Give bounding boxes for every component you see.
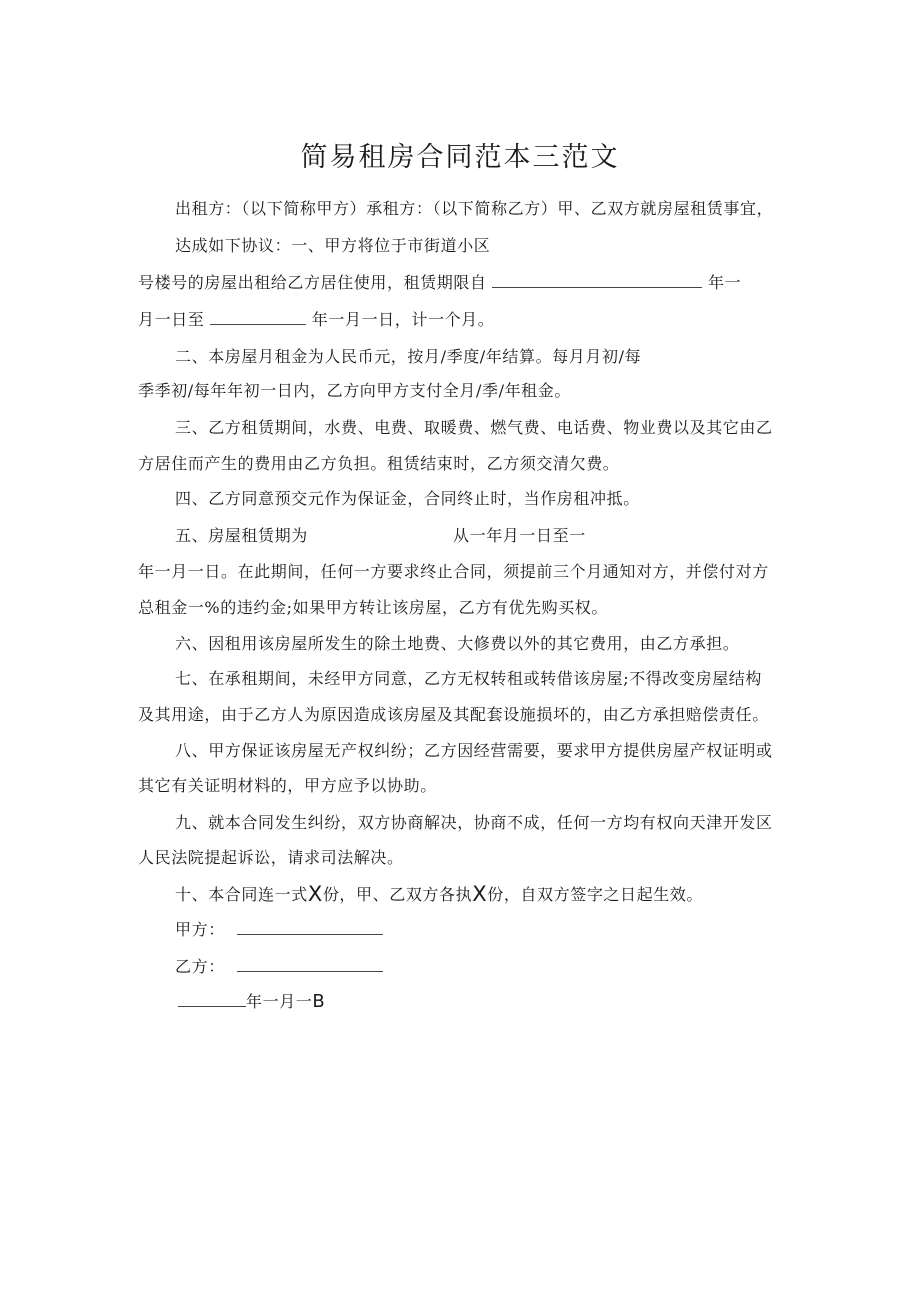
clause-7-line-1: 七、在承租期间，未经甲方同意，乙方无权转租或转借该房屋;不得改变房屋结构	[175, 669, 762, 688]
clause-10-text-c: 份，自双方签字之日起生效。	[487, 885, 704, 904]
lease-start-blank	[492, 271, 702, 288]
clause-1-text-d: 年一月一日，计一个月。	[311, 310, 495, 329]
clause-1-line-1	[138, 271, 741, 295]
clause-1-text-c: 月一日至	[138, 310, 205, 329]
signing-date-end: B	[312, 991, 326, 1012]
clause-1-text-b: 年一	[707, 273, 742, 292]
clause-10-text-a: 十、本合同连一式	[175, 885, 308, 904]
clause-8-line-2: 其它有关证明材料的，甲方应予以协助。	[138, 776, 437, 795]
clause-10-text-b: 份，甲、乙双方各执	[322, 885, 473, 904]
clause-9-line-2: 人民法院提起诉讼，请求司法解决。	[138, 848, 404, 867]
signing-date-line	[178, 990, 325, 1014]
clause-1-text-a: 号楼号的房屋出租给乙方居住使用，租赁期限自	[138, 273, 487, 292]
clause-10-line	[175, 882, 703, 907]
signing-year-blank	[178, 990, 246, 1007]
clause-2-line-2: 季季初/每年年初一日内，乙方向甲方支付全月/季/年租金。	[138, 381, 571, 400]
clause-intro-line-2: 达成如下协议：一、甲方将位于市街道小区	[175, 236, 491, 255]
clause-5-line-1b: 从一年月一日至一	[453, 526, 586, 545]
clause-5-line-2: 年一月一日。在此期间，任何一方要求终止合同，须提前三个月通知对方，并偿付对方	[138, 562, 769, 581]
copies-each-mark: X	[472, 882, 488, 906]
clause-8-line-1: 八、甲方保证该房屋无产权纠纷；乙方因经营需要，要求甲方提供房屋产权证明或	[175, 741, 773, 760]
clause-2-line-1: 二、本房屋月租金为人民币元，按月/季度/年结算。每月月初/每	[175, 347, 642, 366]
party-a-signature-blank	[237, 918, 383, 935]
clause-9-line-1: 九、就本合同发生纠纷，双方协商解决，协商不成，任何一方均有权向天津开发区	[175, 813, 773, 832]
document-title: 简易租房合同范本三范文	[300, 142, 620, 173]
party-b-signature-line	[175, 955, 383, 979]
party-a-label: 甲方：	[175, 920, 225, 939]
clause-5-line-3: 总租金一%的违约金;如果甲方转让该房屋，乙方有优先购买权。	[138, 598, 608, 617]
clause-intro-line-1: 出租方：（以下简称甲方）承租方：（以下简称乙方）甲、乙双方就房屋租赁事宜，	[175, 199, 774, 218]
party-a-signature-line	[175, 918, 383, 942]
clause-7-line-2: 及其用途，由于乙方人为原因造成该房屋及其配套设施损坏的，由乙方承担赔偿责任。	[138, 705, 769, 724]
party-b-signature-blank	[237, 955, 383, 972]
clause-3-line-2: 方居住而产生的费用由乙方负担。租赁结束时，乙方须交清欠费。	[138, 454, 620, 473]
clause-4-line: 四、乙方同意预交元作为保证金，合同终止时，当作房租冲抵。	[175, 489, 640, 508]
clause-6-line: 六、因租用该房屋所发生的除土地费、大修费以外的其它费用，由乙方承担。	[175, 634, 740, 653]
party-b-label: 乙方：	[175, 957, 225, 976]
clause-5-line-1a: 五、房屋租赁期为	[175, 526, 308, 545]
clause-1-line-2	[138, 308, 494, 332]
copies-total-mark: X	[307, 882, 323, 906]
clause-3-line-1: 三、乙方租赁期间，水费、电费、取暖费、燃气费、电话费、物业费以及其它由乙	[175, 418, 773, 437]
signing-date-text: 年一月一	[246, 992, 313, 1011]
lease-end-blank	[210, 308, 306, 325]
